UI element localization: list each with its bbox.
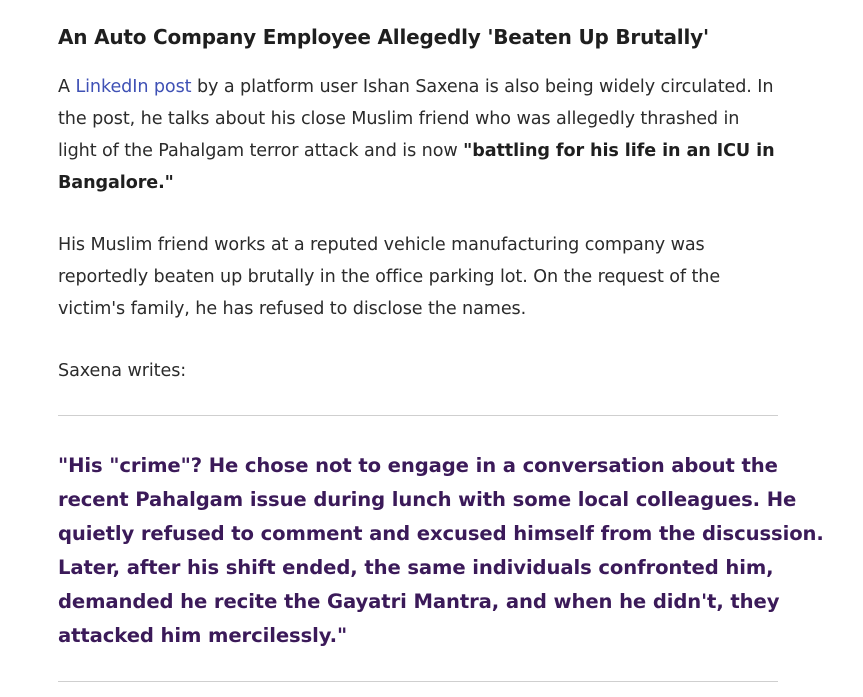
paragraph-text: by a platform user Ishan Saxena is also being widely circulated. In bbox=[191, 77, 774, 97]
quote-line: "His "crime"? He chose not to engage in a conversation about the bbox=[58, 454, 778, 477]
quote-line: recent Pahalgam issue during lunch with some local colleagues. He bbox=[58, 488, 797, 511]
quote-divider-bottom bbox=[58, 681, 778, 682]
pull-quote bbox=[58, 449, 824, 653]
quote-line: Later, after his shift ended, the same individuals confronted him, bbox=[58, 556, 774, 579]
paragraph-line: reportedly beaten up brutally in the office parking lot. On the request of the bbox=[58, 267, 721, 287]
paragraph-line: the post, he talks about his close Muslim friend who was allegedly thrashed in bbox=[58, 109, 740, 129]
section-heading: An Auto Company Employee Allegedly 'Beaten Up Brutally' bbox=[58, 25, 709, 49]
bold-quote-text: Bangalore." bbox=[58, 173, 174, 193]
paragraph-line bbox=[58, 135, 783, 167]
paragraph-text: A bbox=[58, 77, 76, 97]
paragraph-line bbox=[58, 71, 783, 103]
paragraph-line: His Muslim friend works at a reputed vehicle manufacturing company was bbox=[58, 235, 705, 255]
bold-quote-text: "battling for his life in an ICU in bbox=[463, 141, 775, 161]
paragraph-victim-details bbox=[58, 229, 783, 325]
quote-line: demanded he recite the Gayatri Mantra, and when he didn't, they bbox=[58, 590, 780, 613]
quote-divider-top bbox=[58, 415, 778, 416]
linkedin-post-link[interactable]: LinkedIn post bbox=[75, 77, 192, 97]
paragraph-text: light of the Pahalgam terror attack and is now bbox=[58, 141, 464, 161]
quote-line: quietly refused to comment and excused himself from the discussion. bbox=[58, 522, 824, 545]
paragraph-line: victim's family, he has refused to disclose the names. bbox=[58, 299, 527, 319]
paragraph-saxena-writes: Saxena writes: bbox=[58, 361, 187, 381]
quote-line: attacked him mercilessly." bbox=[58, 624, 348, 647]
paragraph-linkedin-post bbox=[58, 71, 783, 199]
